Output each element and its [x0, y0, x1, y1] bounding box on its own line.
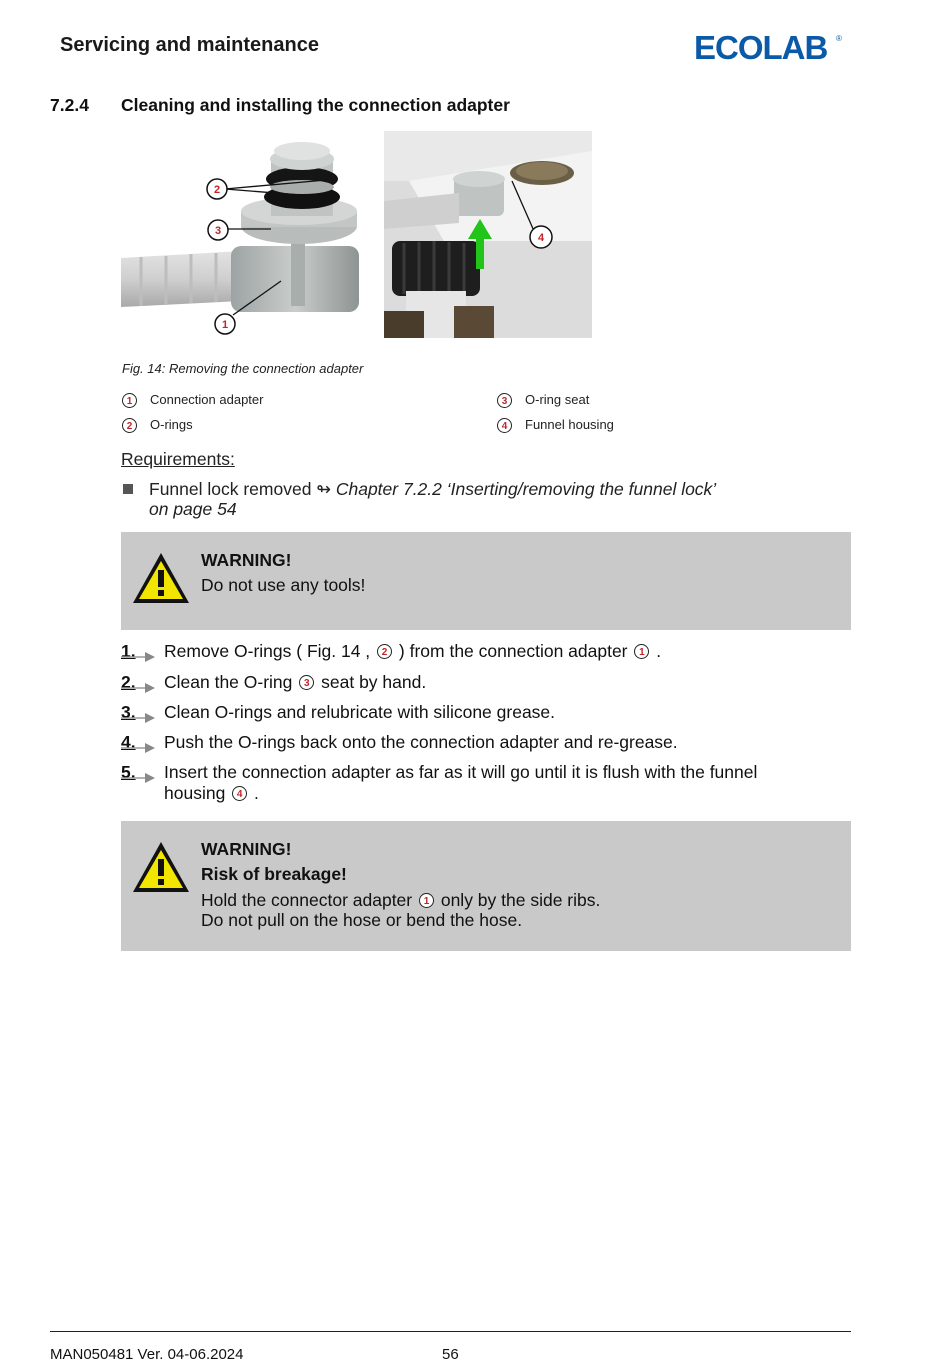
step-text-part: Clean the O-ring — [164, 672, 298, 692]
step-arrow-icon — [121, 652, 155, 662]
legend-item — [497, 392, 797, 412]
step-1 — [121, 641, 841, 665]
warning-title: WARNING! — [201, 550, 292, 570]
step-text-part: housing — [164, 783, 231, 803]
footer-divider — [50, 1331, 851, 1332]
svg-text:1: 1 — [221, 319, 229, 331]
warning-text — [201, 890, 600, 911]
svg-text:2: 2 — [213, 184, 221, 196]
ecolab-logo — [694, 29, 844, 63]
step-arrow-icon — [121, 773, 155, 783]
figure-caption: Fig. 14: Removing the connection adapter — [122, 361, 364, 376]
warning-box — [121, 821, 851, 951]
warning-subtitle: Risk of breakage! — [201, 864, 347, 884]
step-number: 2. — [121, 672, 136, 692]
inline-callout: 4 — [232, 786, 247, 801]
svg-text:3: 3 — [214, 225, 222, 237]
step-text: Push the O-rings back onto the connection adapter and re-grease. — [164, 732, 678, 752]
logo-text: ECOLAB — [694, 29, 828, 63]
step-text-part: . — [651, 641, 662, 661]
requirement-item — [149, 479, 716, 500]
step-number: 4. — [121, 732, 136, 752]
page-reference[interactable]: on page 54 — [149, 499, 237, 519]
requirement-text: Funnel lock removed — [149, 479, 317, 499]
footer-doc-id: MAN050481 Ver. 04-06.2024 — [50, 1346, 244, 1363]
inline-callout: 1 — [419, 893, 434, 908]
step-text — [164, 641, 661, 662]
step-number: 1. — [121, 641, 136, 661]
step-text-part: ) from the connection adapter — [394, 641, 633, 661]
step-text — [164, 672, 426, 693]
bullet-square — [123, 484, 133, 494]
step-5 — [121, 762, 841, 808]
inline-callout: 3 — [299, 675, 314, 690]
step-3 — [121, 702, 841, 726]
step-4 — [121, 732, 841, 756]
chapter-link-icon: ↬ — [316, 479, 331, 499]
chapter-link[interactable]: Chapter 7.2.2 ‘Inserting/removing the funnel lock’ — [330, 479, 717, 499]
warning-box — [121, 532, 851, 630]
legend-item — [122, 392, 422, 412]
section-title: Cleaning and installing the connection adapter — [121, 95, 510, 115]
legend-label: O-ring seat — [525, 392, 590, 407]
header-title: Servicing and maintenance — [60, 34, 319, 56]
step-arrow-icon — [121, 683, 155, 693]
step-2 — [121, 672, 841, 696]
warning-text: Do not use any tools! — [201, 575, 366, 595]
legend-item — [497, 417, 797, 437]
step-text-part: Remove O-rings ( Fig. 14 , — [164, 641, 376, 661]
warning-title: WARNING! — [201, 839, 292, 859]
inline-callout: 2 — [377, 644, 392, 659]
callout-1 — [215, 314, 235, 334]
legend-number: 4 — [497, 418, 512, 433]
step-number: 5. — [121, 762, 136, 782]
legend-item — [122, 417, 422, 437]
warning-icon — [130, 839, 192, 895]
legend-label: O-rings — [150, 417, 193, 432]
callout-4 — [530, 226, 552, 248]
footer-page-number: 56 — [442, 1346, 459, 1363]
step-text-part: seat by hand. — [316, 672, 427, 692]
warning-text-part: Hold the connector adapter — [201, 890, 417, 910]
warning-text: Do not pull on the hose or bend the hose. — [201, 910, 523, 930]
warning-text-part: only by the side ribs. — [435, 890, 601, 910]
svg-text:4: 4 — [537, 232, 545, 244]
logo-registered: ® — [836, 34, 842, 43]
legend-label: Connection adapter — [150, 392, 264, 407]
funnel-housing-photo — [384, 131, 592, 338]
connection-adapter-photo — [121, 131, 364, 338]
inline-callout: 1 — [634, 644, 649, 659]
section-number: 7.2.4 — [50, 95, 89, 115]
step-text: Clean O-rings and relubricate with silicone grease. — [164, 702, 556, 722]
requirements-heading: Requirements: — [121, 449, 235, 469]
legend-number: 2 — [122, 418, 137, 433]
legend-number: 3 — [497, 393, 512, 408]
step-arrow-icon — [121, 743, 155, 753]
legend-label: Funnel housing — [525, 417, 614, 432]
legend-number: 1 — [122, 393, 137, 408]
step-text-part: . — [249, 783, 259, 803]
callout-2 — [207, 179, 227, 199]
warning-icon — [130, 550, 192, 606]
callout-3 — [208, 220, 228, 240]
step-text: Insert the connection adapter as far as it will go until it is flush with the funnel — [164, 762, 758, 782]
step-text — [164, 783, 259, 804]
step-number: 3. — [121, 702, 136, 722]
step-arrow-icon — [121, 713, 155, 723]
